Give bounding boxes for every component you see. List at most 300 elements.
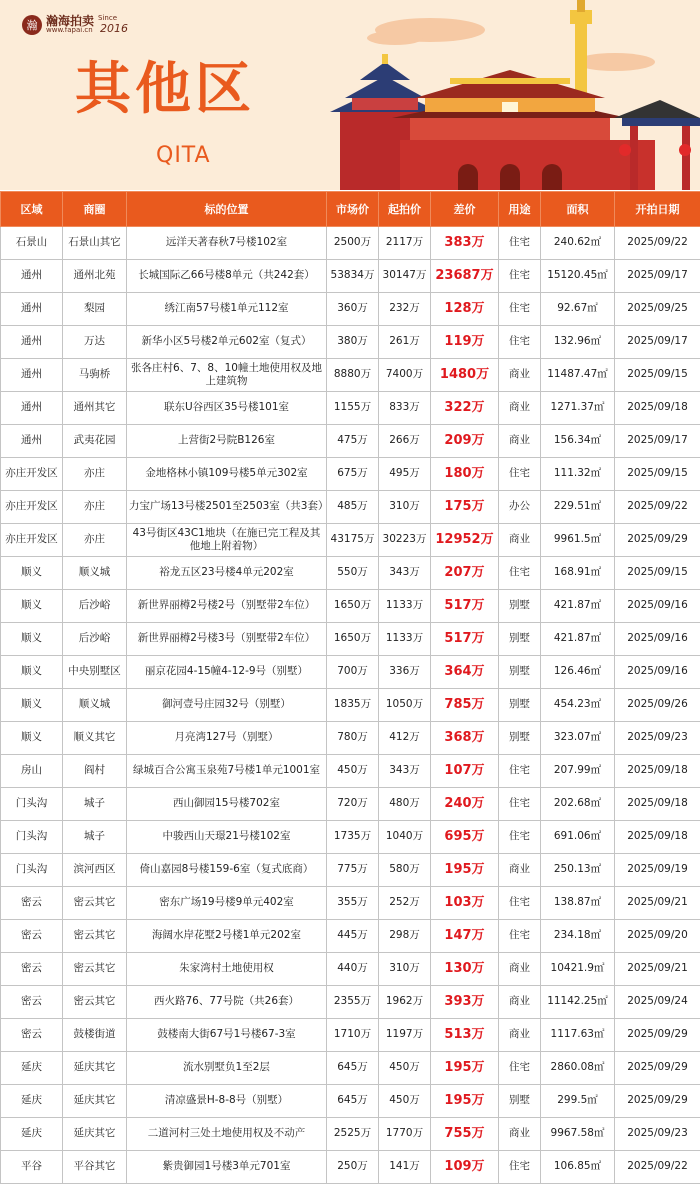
table-row: [1, 821, 700, 854]
area-cell: 后沙峪: [63, 623, 127, 656]
header-col-usage: 用途: [499, 192, 541, 227]
area-cell: 密云其它: [63, 887, 127, 920]
area-cell: 顺义城: [63, 689, 127, 722]
location-cell: 清凉盛景H-8-8号（别墅）: [127, 1085, 327, 1118]
size-cell: 229.51㎡: [541, 491, 615, 524]
market-price-cell: 475万: [327, 425, 379, 458]
usage-cell: 住宅: [499, 920, 541, 953]
area-cell: 通州其它: [63, 392, 127, 425]
table-row: [1, 887, 700, 920]
usage-cell: 商业: [499, 1118, 541, 1151]
start-price-cell: 1050万: [379, 689, 431, 722]
market-price-cell: 360万: [327, 293, 379, 326]
table-row: [1, 524, 700, 557]
table-row: [1, 920, 700, 953]
size-cell: 106.85㎡: [541, 1151, 615, 1184]
date-cell: 2025/09/22: [615, 491, 700, 524]
header-col-district: 区域: [1, 192, 63, 227]
start-price-cell: 261万: [379, 326, 431, 359]
header-col-start-price: 起拍价: [379, 192, 431, 227]
diff-cell: 119万: [431, 326, 499, 359]
location-cell: 丽京花园4-15幢4-12-9号（别墅）: [127, 656, 327, 689]
size-cell: 1271.37㎡: [541, 392, 615, 425]
start-price-cell: 495万: [379, 458, 431, 491]
usage-cell: 商业: [499, 392, 541, 425]
market-price-cell: 700万: [327, 656, 379, 689]
usage-cell: 住宅: [499, 788, 541, 821]
date-cell: 2025/09/26: [615, 689, 700, 722]
district-cell: 门头沟: [1, 821, 63, 854]
diff-cell: 130万: [431, 953, 499, 986]
usage-cell: 别墅: [499, 623, 541, 656]
area-cell: 中央别墅区: [63, 656, 127, 689]
start-price-cell: 232万: [379, 293, 431, 326]
district-cell: 通州: [1, 293, 63, 326]
table-row: [1, 1019, 700, 1052]
district-cell: 亦庄开发区: [1, 524, 63, 557]
table-row: [1, 557, 700, 590]
tiananmen-illustration-icon: [330, 0, 700, 190]
start-price-cell: 1133万: [379, 623, 431, 656]
brand-name: 瀚海拍卖: [46, 14, 95, 28]
usage-cell: 商业: [499, 1019, 541, 1052]
diff-cell: 755万: [431, 1118, 499, 1151]
start-price-cell: 412万: [379, 722, 431, 755]
date-cell: 2025/09/23: [615, 722, 700, 755]
date-cell: 2025/09/25: [615, 293, 700, 326]
usage-cell: 商业: [499, 425, 541, 458]
usage-cell: 商业: [499, 359, 541, 392]
district-cell: 密云: [1, 986, 63, 1019]
area-cell: 城子: [63, 821, 127, 854]
diff-cell: 207万: [431, 557, 499, 590]
table-row: [1, 425, 700, 458]
location-cell: 倚山嘉园8号楼159-6室（复式底商）: [127, 854, 327, 887]
market-price-cell: 440万: [327, 953, 379, 986]
usage-cell: 住宅: [499, 260, 541, 293]
size-cell: 250.13㎡: [541, 854, 615, 887]
size-cell: 9961.5㎡: [541, 524, 615, 557]
date-cell: 2025/09/22: [615, 227, 700, 260]
location-cell: 长城国际乙66号楼8单元（共242套）: [127, 260, 327, 293]
area-cell: 延庆其它: [63, 1085, 127, 1118]
usage-cell: 别墅: [499, 689, 541, 722]
table-header-row: [1, 192, 700, 227]
start-price-cell: 480万: [379, 788, 431, 821]
market-price-cell: 1835万: [327, 689, 379, 722]
diff-cell: 368万: [431, 722, 499, 755]
area-cell: 平谷其它: [63, 1151, 127, 1184]
table-row: [1, 1118, 700, 1151]
table-row: [1, 656, 700, 689]
size-cell: 138.87㎡: [541, 887, 615, 920]
location-cell: 中骏西山天璟21号楼102室: [127, 821, 327, 854]
district-cell: 石景山: [1, 227, 63, 260]
market-price-cell: 645万: [327, 1085, 379, 1118]
diff-cell: 175万: [431, 491, 499, 524]
table-row: [1, 491, 700, 524]
usage-cell: 住宅: [499, 326, 541, 359]
usage-cell: 商业: [499, 524, 541, 557]
date-cell: 2025/09/18: [615, 788, 700, 821]
area-cell: 武夷花园: [63, 425, 127, 458]
table-row: [1, 689, 700, 722]
market-price-cell: 250万: [327, 1151, 379, 1184]
size-cell: 2860.08㎡: [541, 1052, 615, 1085]
size-cell: 15120.45㎡: [541, 260, 615, 293]
district-cell: 亦庄开发区: [1, 458, 63, 491]
date-cell: 2025/09/23: [615, 1118, 700, 1151]
date-cell: 2025/09/24: [615, 986, 700, 1019]
brand-since: Since: [98, 14, 117, 22]
size-cell: 111.32㎡: [541, 458, 615, 491]
header-col-market-price: 市场价: [327, 192, 379, 227]
date-cell: 2025/09/15: [615, 557, 700, 590]
start-price-cell: 310万: [379, 953, 431, 986]
area-cell: 滨河西区: [63, 854, 127, 887]
location-cell: 绣江南57号楼1单元112室: [127, 293, 327, 326]
district-cell: 通州: [1, 359, 63, 392]
location-cell: 流水别墅负1至2层: [127, 1052, 327, 1085]
table-row: [1, 392, 700, 425]
date-cell: 2025/09/21: [615, 887, 700, 920]
date-cell: 2025/09/15: [615, 359, 700, 392]
location-cell: 朱家湾村土地使用权: [127, 953, 327, 986]
table-row: [1, 293, 700, 326]
table-body: [1, 227, 700, 1184]
market-price-cell: 2500万: [327, 227, 379, 260]
location-cell: 金地格林小镇109号楼5单元302室: [127, 458, 327, 491]
table-row: [1, 260, 700, 293]
district-cell: 延庆: [1, 1118, 63, 1151]
date-cell: 2025/09/15: [615, 458, 700, 491]
location-cell: 西火路76、77号院（共26套）: [127, 986, 327, 1019]
location-cell: 新华小区5号楼2单元602室（复式）: [127, 326, 327, 359]
diff-cell: 322万: [431, 392, 499, 425]
district-cell: 密云: [1, 1019, 63, 1052]
table-row: [1, 458, 700, 491]
usage-cell: 商业: [499, 986, 541, 1019]
table-row: [1, 1151, 700, 1184]
start-price-cell: 30223万: [379, 524, 431, 557]
size-cell: 323.07㎡: [541, 722, 615, 755]
start-price-cell: 1133万: [379, 590, 431, 623]
start-price-cell: 1040万: [379, 821, 431, 854]
table-row: [1, 227, 700, 260]
district-cell: 密云: [1, 953, 63, 986]
brand-url: www.fapai.cn: [46, 26, 93, 34]
area-cell: 城子: [63, 788, 127, 821]
market-price-cell: 445万: [327, 920, 379, 953]
usage-cell: 商业: [499, 953, 541, 986]
usage-cell: 住宅: [499, 755, 541, 788]
size-cell: 11487.47㎡: [541, 359, 615, 392]
diff-cell: 695万: [431, 821, 499, 854]
header-col-size: 面积: [541, 192, 615, 227]
district-cell: 顺义: [1, 689, 63, 722]
date-cell: 2025/09/18: [615, 755, 700, 788]
area-cell: 密云其它: [63, 953, 127, 986]
diff-cell: 513万: [431, 1019, 499, 1052]
diff-cell: 364万: [431, 656, 499, 689]
usage-cell: 别墅: [499, 1085, 541, 1118]
date-cell: 2025/09/17: [615, 425, 700, 458]
diff-cell: 1480万: [431, 359, 499, 392]
date-cell: 2025/09/29: [615, 524, 700, 557]
start-price-cell: 833万: [379, 392, 431, 425]
start-price-cell: 336万: [379, 656, 431, 689]
size-cell: 202.68㎡: [541, 788, 615, 821]
start-price-cell: 450万: [379, 1052, 431, 1085]
size-cell: 9967.58㎡: [541, 1118, 615, 1151]
market-price-cell: 2525万: [327, 1118, 379, 1151]
date-cell: 2025/09/17: [615, 260, 700, 293]
table-row: [1, 986, 700, 1019]
start-price-cell: 266万: [379, 425, 431, 458]
table-row: [1, 1085, 700, 1118]
area-cell: 亦庄: [63, 491, 127, 524]
district-cell: 门头沟: [1, 788, 63, 821]
diff-cell: 103万: [431, 887, 499, 920]
auction-table: [0, 191, 700, 1184]
area-cell: 密云其它: [63, 920, 127, 953]
date-cell: 2025/09/20: [615, 920, 700, 953]
date-cell: 2025/09/29: [615, 1019, 700, 1052]
start-price-cell: 141万: [379, 1151, 431, 1184]
diff-cell: 393万: [431, 986, 499, 1019]
market-price-cell: 450万: [327, 755, 379, 788]
market-price-cell: 1650万: [327, 623, 379, 656]
date-cell: 2025/09/29: [615, 1052, 700, 1085]
location-cell: 力宝广场13号楼2501至2503室（共3套）: [127, 491, 327, 524]
district-cell: 平谷: [1, 1151, 63, 1184]
size-cell: 207.99㎡: [541, 755, 615, 788]
area-cell: 万达: [63, 326, 127, 359]
area-cell: 鼓楼街道: [63, 1019, 127, 1052]
market-price-cell: 675万: [327, 458, 379, 491]
usage-cell: 住宅: [499, 821, 541, 854]
size-cell: 421.87㎡: [541, 590, 615, 623]
location-cell: 43号街区43C1地块（在施已完工程及其他地上附着物）: [127, 524, 327, 557]
date-cell: 2025/09/29: [615, 1085, 700, 1118]
area-cell: 通州北苑: [63, 260, 127, 293]
usage-cell: 商业: [499, 854, 541, 887]
usage-cell: 办公: [499, 491, 541, 524]
district-cell: 顺义: [1, 623, 63, 656]
header-col-date: 开拍日期: [615, 192, 700, 227]
table-row: [1, 359, 700, 392]
market-price-cell: 8880万: [327, 359, 379, 392]
diff-cell: 517万: [431, 590, 499, 623]
date-cell: 2025/09/18: [615, 821, 700, 854]
market-price-cell: 780万: [327, 722, 379, 755]
location-cell: 新世界丽樽2号楼2号（别墅带2车位）: [127, 590, 327, 623]
usage-cell: 住宅: [499, 1151, 541, 1184]
usage-cell: 住宅: [499, 887, 541, 920]
market-price-cell: 720万: [327, 788, 379, 821]
size-cell: 240.62㎡: [541, 227, 615, 260]
diff-cell: 128万: [431, 293, 499, 326]
date-cell: 2025/09/17: [615, 326, 700, 359]
location-cell: 裕龙五区23号楼4单元202室: [127, 557, 327, 590]
start-price-cell: 310万: [379, 491, 431, 524]
start-price-cell: 343万: [379, 755, 431, 788]
district-cell: 密云: [1, 887, 63, 920]
size-cell: 10421.9㎡: [541, 953, 615, 986]
diff-cell: 195万: [431, 854, 499, 887]
location-cell: 海阔水岸花墅2号楼1单元202室: [127, 920, 327, 953]
table-row: [1, 623, 700, 656]
location-cell: 远洋天著春秋7号楼102室: [127, 227, 327, 260]
district-cell: 房山: [1, 755, 63, 788]
table-row: [1, 755, 700, 788]
start-price-cell: 343万: [379, 557, 431, 590]
district-cell: 亦庄开发区: [1, 491, 63, 524]
area-cell: 后沙峪: [63, 590, 127, 623]
location-cell: 联东U谷西区35号楼101室: [127, 392, 327, 425]
table-row: [1, 722, 700, 755]
size-cell: 1117.63㎡: [541, 1019, 615, 1052]
table-row: [1, 953, 700, 986]
diff-cell: 23687万: [431, 260, 499, 293]
district-cell: 密云: [1, 920, 63, 953]
diff-cell: 785万: [431, 689, 499, 722]
usage-cell: 住宅: [499, 293, 541, 326]
diff-cell: 109万: [431, 1151, 499, 1184]
area-cell: 密云其它: [63, 986, 127, 1019]
usage-cell: 别墅: [499, 656, 541, 689]
area-cell: 阎村: [63, 755, 127, 788]
size-cell: 454.23㎡: [541, 689, 615, 722]
area-cell: 亦庄: [63, 524, 127, 557]
size-cell: 132.96㎡: [541, 326, 615, 359]
date-cell: 2025/09/19: [615, 854, 700, 887]
district-cell: 通州: [1, 392, 63, 425]
area-cell: 顺义城: [63, 557, 127, 590]
usage-cell: 住宅: [499, 557, 541, 590]
district-cell: 通州: [1, 425, 63, 458]
diff-cell: 383万: [431, 227, 499, 260]
location-cell: 上营街2号院B126室: [127, 425, 327, 458]
market-price-cell: 53834万: [327, 260, 379, 293]
size-cell: 126.46㎡: [541, 656, 615, 689]
brand-year: 2016: [100, 22, 129, 35]
date-cell: 2025/09/22: [615, 1151, 700, 1184]
location-cell: 西山御园15号楼702室: [127, 788, 327, 821]
usage-cell: 住宅: [499, 1052, 541, 1085]
market-price-cell: 380万: [327, 326, 379, 359]
district-cell: 通州: [1, 326, 63, 359]
area-cell: 石景山其它: [63, 227, 127, 260]
location-cell: 新世界丽樽2号楼3号（别墅带2车位）: [127, 623, 327, 656]
market-price-cell: 355万: [327, 887, 379, 920]
date-cell: 2025/09/16: [615, 623, 700, 656]
district-cell: 通州: [1, 260, 63, 293]
start-price-cell: 1962万: [379, 986, 431, 1019]
size-cell: 156.34㎡: [541, 425, 615, 458]
location-cell: 月亮湾127号（别墅）: [127, 722, 327, 755]
market-price-cell: 43175万: [327, 524, 379, 557]
market-price-cell: 485万: [327, 491, 379, 524]
header-col-diff: 差价: [431, 192, 499, 227]
usage-cell: 别墅: [499, 590, 541, 623]
diff-cell: 195万: [431, 1052, 499, 1085]
start-price-cell: 1770万: [379, 1118, 431, 1151]
market-price-cell: 1650万: [327, 590, 379, 623]
district-cell: 门头沟: [1, 854, 63, 887]
page-subtitle: QITA: [156, 143, 211, 168]
diff-cell: 180万: [431, 458, 499, 491]
district-cell: 顺义: [1, 590, 63, 623]
start-price-cell: 7400万: [379, 359, 431, 392]
date-cell: 2025/09/21: [615, 953, 700, 986]
diff-cell: 517万: [431, 623, 499, 656]
header-col-area: 商圈: [63, 192, 127, 227]
size-cell: 168.91㎡: [541, 557, 615, 590]
table-row: [1, 788, 700, 821]
market-price-cell: 1735万: [327, 821, 379, 854]
district-cell: 延庆: [1, 1085, 63, 1118]
start-price-cell: 2117万: [379, 227, 431, 260]
date-cell: 2025/09/16: [615, 590, 700, 623]
table-row: [1, 326, 700, 359]
start-price-cell: 298万: [379, 920, 431, 953]
area-cell: 亦庄: [63, 458, 127, 491]
location-cell: 密东广场19号楼9单元402室: [127, 887, 327, 920]
start-price-cell: 450万: [379, 1085, 431, 1118]
size-cell: 92.67㎡: [541, 293, 615, 326]
area-cell: 马驹桥: [63, 359, 127, 392]
district-cell: 顺义: [1, 557, 63, 590]
location-cell: 御河壹号庄园32号（别墅）: [127, 689, 327, 722]
diff-cell: 209万: [431, 425, 499, 458]
district-cell: 顺义: [1, 722, 63, 755]
start-price-cell: 1197万: [379, 1019, 431, 1052]
area-cell: 顺义其它: [63, 722, 127, 755]
market-price-cell: 2355万: [327, 986, 379, 1019]
page-header: [0, 0, 700, 190]
location-cell: 紫贵御园1号楼3单元701室: [127, 1151, 327, 1184]
date-cell: 2025/09/16: [615, 656, 700, 689]
usage-cell: 住宅: [499, 458, 541, 491]
area-cell: 延庆其它: [63, 1052, 127, 1085]
location-cell: 二道河村三处土地使用权及不动产: [127, 1118, 327, 1151]
market-price-cell: 775万: [327, 854, 379, 887]
location-cell: 鼓楼南大街67号1号楼67-3室: [127, 1019, 327, 1052]
start-price-cell: 252万: [379, 887, 431, 920]
page-title: 其他区: [75, 57, 255, 122]
diff-cell: 195万: [431, 1085, 499, 1118]
diff-cell: 147万: [431, 920, 499, 953]
diff-cell: 12952万: [431, 524, 499, 557]
area-cell: 延庆其它: [63, 1118, 127, 1151]
market-price-cell: 645万: [327, 1052, 379, 1085]
diff-cell: 107万: [431, 755, 499, 788]
size-cell: 691.06㎡: [541, 821, 615, 854]
district-cell: 顺义: [1, 656, 63, 689]
diff-cell: 240万: [431, 788, 499, 821]
size-cell: 234.18㎡: [541, 920, 615, 953]
start-price-cell: 30147万: [379, 260, 431, 293]
market-price-cell: 1710万: [327, 1019, 379, 1052]
size-cell: 421.87㎡: [541, 623, 615, 656]
size-cell: 11142.25㎡: [541, 986, 615, 1019]
table-row: [1, 590, 700, 623]
start-price-cell: 580万: [379, 854, 431, 887]
table-row: [1, 854, 700, 887]
usage-cell: 别墅: [499, 722, 541, 755]
date-cell: 2025/09/18: [615, 392, 700, 425]
